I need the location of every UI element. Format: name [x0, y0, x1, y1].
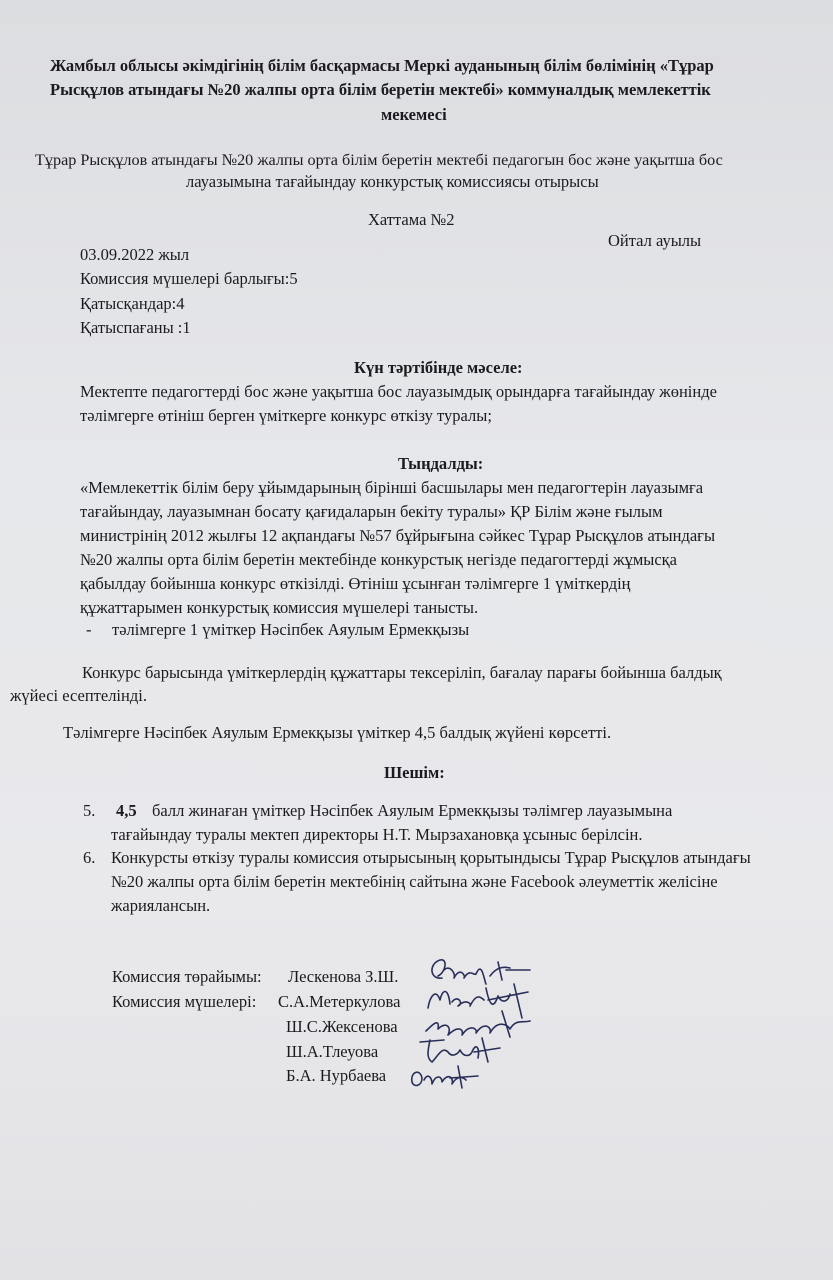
header-line-2: Рысқұлов атындағы №20 жалпы орта білім беретін мектебі» коммуналдық мемлекеттік: [50, 80, 711, 99]
decision-heading: Шешім:: [384, 763, 445, 782]
contest-line-1: Конкурс барысында үміткерлердің құжаттары тексеріліп, бағалау парағы бойынша балдық: [82, 663, 722, 682]
signature-member-4-drawing: [404, 1058, 484, 1094]
heard-bullet-dash: -: [86, 620, 92, 639]
decision-item-5-line-2: тағайындау туралы мектеп директоры Н.Т. Мырзахановқа ұсыныс берілсін.: [111, 825, 643, 844]
decision-item-6-line-2: №20 жалпы орта білім беретін мектебінің сайтына және Facebook әлеуметтік желісіне: [111, 872, 718, 891]
subtitle-line-1: Тұрар Рысқұлов атындағы №20 жалпы орта білім беретін мектебі педагогын бос және уақытша бос: [35, 151, 723, 169]
member-name-3: Ш.А.Тлеуова: [286, 1042, 379, 1061]
decision-item-5-number: 5.: [83, 801, 96, 820]
attendance-total: Комиссия мүшелері барлығы:5: [80, 269, 298, 288]
decision-item-6-line-1: Конкурсты өткізу туралы комиссия отырысының қорытындысы Тұрар Рысқұлов атындағы: [111, 848, 751, 867]
heard-line-6: құжаттарымен конкурстық комиссия мүшелері танысты.: [80, 598, 479, 617]
agenda-line-1: Мектепте педагогтерді бос және уақытша бос лауазымдық орындарға тағайындау жөнінде: [80, 382, 717, 401]
member-name-2: Ш.С.Жексенова: [286, 1017, 398, 1036]
heard-bullet-text: тәлімгерге 1 үміткер Нәсіпбек Аяулым Ермекқызы: [112, 620, 470, 639]
agenda-heading: Күн тәртібінде мәселе:: [354, 358, 523, 377]
date: 03.09.2022 жыл: [80, 245, 190, 264]
header-line-1: Жамбыл облысы әкімдігінің білім басқармасы Меркі ауданының білім бөлімінің «Тұрар: [50, 56, 714, 75]
member-name-1: С.А.Метеркулова: [278, 992, 401, 1011]
heard-heading: Тыңдалды:: [398, 454, 484, 473]
members-label: Комиссия мүшелері:: [112, 992, 257, 1011]
chair-name: Лескенова З.Ш.: [288, 967, 399, 986]
chair-label: Комиссия төрайымы:: [112, 967, 262, 986]
heard-line-5: қабылдау бойынша конкурс өткізілді. Өтініш ұсынған тәлімгерге 1 үміткердің: [80, 574, 631, 593]
heard-line-4: №20 жалпы орта білім беретін мектебінде конкурстық негізде педагогтерді жұмысқа: [80, 550, 678, 569]
attendance-present: Қатысқандар:4: [80, 294, 185, 313]
contest-line-2: жүйесі есептелінді.: [10, 686, 147, 705]
place: Ойтал ауылы: [608, 231, 702, 250]
member-name-4: Б.А. Нурбаева: [286, 1066, 387, 1085]
decision-item-6-line-3: жариялансын.: [111, 896, 211, 915]
score-line: Тәлімгерге Нәсіпбек Аяулым Ермекқызы үміткер 4,5 балдық жүйені көрсетті.: [63, 723, 612, 742]
decision-item-5-line-1: балл жинаған үміткер Нәсіпбек Аяулым Ермекқызы тәлімгер лауазымына: [152, 801, 673, 820]
heard-line-1: «Мемлекеттік білім беру ұйымдарының бірінші басшылары мен педагогтерін лауазымға: [80, 478, 704, 497]
subtitle-line-2: лауазымына тағайындау конкурстық комиссиясы отырысы: [186, 172, 599, 191]
header-line-3: мекемесі: [381, 105, 447, 124]
agenda-line-2: тәлімгерге өтініш берген үміткерге конкурс өткізу туралы;: [80, 406, 492, 425]
protocol-title: Хаттама №2: [368, 210, 455, 229]
heard-line-3: министрінің 2012 жылғы 12 ақпандағы №57 бұйрығына сәйкес Тұрар Рысқұлов атындағы: [80, 526, 716, 545]
decision-item-6-number: 6.: [83, 848, 96, 867]
decision-item-5-score: 4,5: [116, 801, 137, 820]
heard-line-2: тағайындау, лауазымнан босату қағидаларын бекіту туралы» ҚР Білім және ғылым: [80, 502, 663, 521]
attendance-absent: Қатыспағаны :1: [80, 318, 191, 337]
